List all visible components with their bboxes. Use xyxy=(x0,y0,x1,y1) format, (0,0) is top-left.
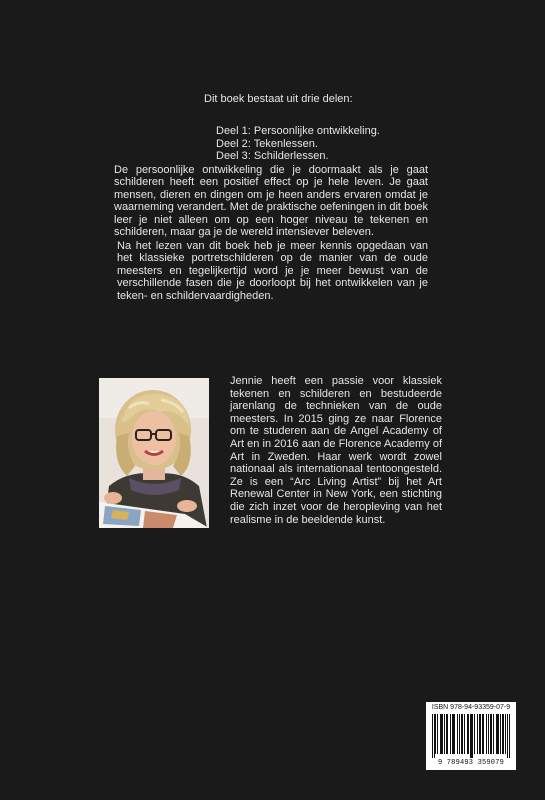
part-item: Deel 2: Tekenlessen. xyxy=(216,137,318,150)
author-bio: Jennie heeft een passie voor klassiek tekenen en schilderen en bestudeerde jarenlang de technieken van de oude meesters. In 2015 ging ze naar Florence om te studeren aan de Angel Academy of Art en in 2016 aan de Florence Academy of Art in Zweden. Haar werk wordt zowel nationaal als internationaal tentoongesteld. Ze is een “Arc Living Artist” bij het Art Renewal Center in New York, een stichting die zich inzet voor de heropleving van het realisme in de beeldende kunst. xyxy=(230,375,442,526)
barcode-bars xyxy=(432,714,510,758)
part-item: Deel 3: Schilderlessen. xyxy=(216,150,329,162)
author-photo xyxy=(99,378,209,528)
isbn-label: ISBN 978-94-93359-07-9 xyxy=(431,704,511,711)
part-item: Deel 1: Persoonlijke ontwikkeling. xyxy=(216,125,380,137)
barcode-number: 9 789493 359079 xyxy=(437,759,504,767)
isbn-barcode xyxy=(426,702,516,770)
intro-text: Dit boek bestaat uit drie delen: xyxy=(204,93,353,105)
description-paragraph-1: De persoonlijke ontwikkeling die je doormaakt als je gaat schilderen heeft een positief effect op je hele leven. Je gaat mensen, dieren en dingen om je heen anders ervaren omdat je waarneming verandert. Met de praktische oefeningen in dit boek leer je niet alleen om op een hoger niveau te tekenen en schilderen, maar ga je de wereld intensiever beleven. xyxy=(114,164,428,239)
parts-list xyxy=(216,125,380,163)
description-paragraph-2: Na het lezen van dit boek heb je meer kennis opgedaan van het klassieke portretschilderen op de manier van de oude meesters en tegelijkertijd word je je meer bewust van de verschillende fasen die je doorloopt bij het ontwikkelen van je teken- en schildervaardigheden. xyxy=(117,240,428,302)
